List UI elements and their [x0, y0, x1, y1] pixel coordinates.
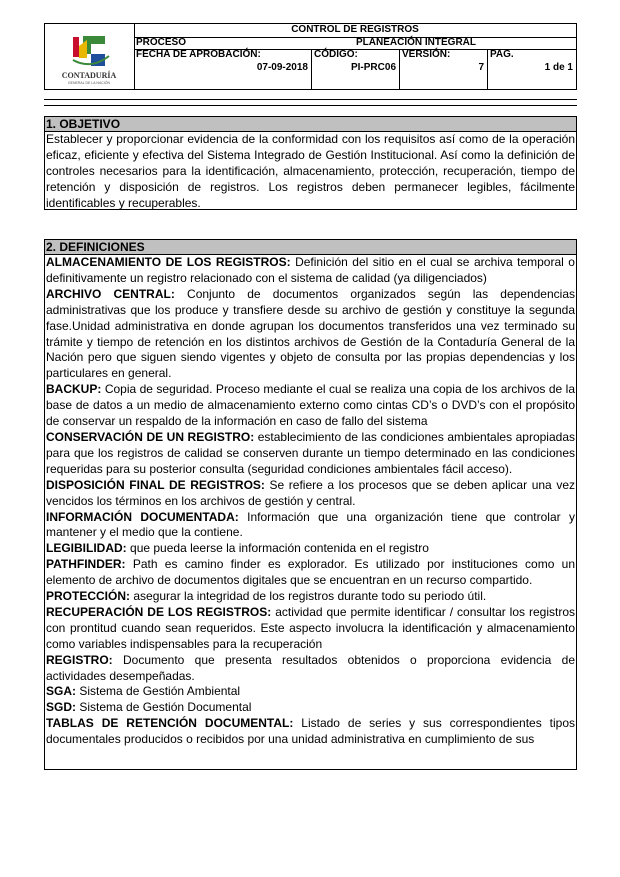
definition-item: [46, 684, 575, 700]
definition-text: asegurar la integridad de los registros durante todo su periodo útil.: [133, 589, 487, 604]
definition-item: [46, 700, 575, 716]
definition-text: Sistema de Gestión Documental: [79, 700, 252, 715]
header-meta-row: [134, 49, 576, 89]
definition-item: [46, 541, 575, 557]
definition-text: Listado de series y sus correspondientes tipos documentales producidos o recibidos por una unidad administrativa en cumplimiento de sus: [46, 716, 575, 747]
definition-text: que pueda leerse la información contenida en el registro: [130, 541, 429, 556]
contaduria-logo: [45, 24, 134, 89]
definition-item: [46, 510, 575, 542]
definition-item: [46, 557, 575, 589]
definition-term: REGISTRO:: [46, 652, 113, 667]
version-label: VERSIÓN:: [402, 49, 451, 60]
definition-text: Información que una organización tiene que controlar y mantener y el medio que la contiene.: [46, 509, 575, 540]
objetivo-text: Establecer y proporcionar evidencia de la conformidad con los requisitos así como de la operación eficaz, eficiente y efectiva del Sistema Integrado de Gestión Institucional. Así como la definición de controles necesarios para la identificación, almacenamiento, protección, recuperación, tiempo de retención y disposición de registros. Los registros deben permanecer legibles, fácilmente identificables y recuperables.: [46, 132, 575, 210]
definition-term: ALMACENAMIENTO DE LOS REGISTROS:: [46, 255, 291, 269]
logo-cell: [45, 24, 135, 89]
definition-item: [46, 478, 575, 510]
logo-subtext: GENERAL DE LA NACIÓN: [67, 81, 111, 85]
pag-value: 1 de 1: [544, 62, 573, 73]
proceso-label-cell: [134, 37, 254, 49]
separator-rule: [44, 105, 577, 106]
fecha-value: 07-09-2018: [256, 62, 308, 73]
codigo-value: PI-PRC06: [350, 62, 396, 73]
definition-text: establecimiento de las condiciones ambientales apropiadas para que los registros de calidad se conserven durante un tiempo determinado en las condiciones requeridas para su posterior consulta (seguridad condiciones ambientales fácil acceso).: [46, 429, 575, 476]
definition-text: Se refiere a los procesos que se deben aplicar una vez vencidos los términos en los archivos de gestión y central.: [46, 477, 575, 508]
separator-rule: [44, 99, 577, 100]
definition-text: Definición del sitio en el cual se archiva temporal o definitivamente un registro relacionado con el sistema de calidad (ya diligenciados): [46, 255, 575, 285]
document-title: CONTROL DE REGISTROS: [291, 24, 419, 35]
pag-label: PAG.: [490, 49, 514, 60]
definition-term: ARCHIVO CENTRAL:: [46, 286, 175, 301]
definition-term: SGD:: [46, 700, 76, 715]
definition-item: [46, 430, 575, 478]
definition-text: Documento que presenta resultados obtenidos o proporciona evidencia de actividades desempeñadas.: [46, 652, 575, 683]
definition-item: [46, 653, 575, 685]
definition-term: TABLAS DE RETENCIÓN DOCUMENTAL:: [46, 716, 294, 731]
pag-cell: [487, 49, 576, 89]
fecha-label: FECHA DE APROBACIÓN:: [136, 49, 261, 60]
proceso-label: PROCESO: [136, 37, 187, 48]
objetivo-title: 1. OBJETIVO: [45, 117, 576, 132]
definition-term: INFORMACIÓN DOCUMENTADA:: [46, 509, 239, 524]
definition-term: CONSERVACIÓN DE UN REGISTRO:: [46, 429, 255, 444]
definiciones-title: 2. DEFINICIONES: [45, 240, 576, 255]
definition-item: [46, 287, 575, 382]
definiciones-list: [45, 255, 576, 748]
version-cell: [399, 49, 487, 89]
codigo-label: CÓDIGO:: [314, 49, 358, 60]
definition-text: Sistema de Gestión Ambiental: [79, 684, 241, 699]
document-header: [44, 23, 577, 90]
definition-item: [46, 716, 575, 748]
version-value: 7: [478, 62, 484, 73]
fecha-cell: [134, 49, 311, 89]
definition-text: Path es camino finder es explorador. Es utilizado por instituciones como un elemento de archivo de documentos digitales que se encuentran en un recurso compartido.: [46, 557, 575, 588]
definition-text: actividad que permite identificar / consultar los registros con prontitud cuando sean requeridos. Este aspecto involucra la identificación y almacenamiento como variables indispensables para la recuperación: [46, 604, 575, 651]
definition-item: [46, 255, 575, 287]
definition-term: LEGIBILIDAD:: [46, 541, 127, 556]
definition-term: DISPOSICIÓN FINAL DE REGISTROS:: [46, 477, 265, 492]
proceso-value-cell: [254, 37, 576, 49]
definition-term: SGA:: [46, 684, 76, 699]
definition-term: RECUPERACIÓN DE LOS REGISTROS:: [46, 604, 272, 619]
objetivo-section: [44, 116, 577, 210]
definition-item: [46, 382, 575, 430]
proceso-value: PLANEACIÓN INTEGRAL: [356, 37, 476, 48]
definition-term: PATHFINDER:: [46, 557, 126, 572]
codigo-cell: [311, 49, 399, 89]
definition-term: PROTECCIÓN:: [46, 589, 130, 604]
definiciones-section: [44, 239, 577, 770]
header-title-row: [134, 24, 576, 38]
logo-text: CONTADURÍA: [61, 71, 117, 80]
definition-term: BACKUP:: [46, 382, 102, 397]
definition-item: [46, 605, 575, 653]
definition-text: Copia de seguridad. Proceso mediante el cual se realiza una copia de los archivos de la base de datos a un medio de almacenamiento externo como cintas CD’s o DVD’s con el propósito de conservar un respaldo de la información en caso de fallo del sistema: [46, 382, 575, 429]
definition-text: Conjunto de documentos organizados según las dependencias administrativas que los produce y transfiere desde su archivo de gestión y constituye la segunda fase.Unidad administrativa en donde agrupan los documentos transferidos una vez terminado su trámite y tiempo de retención en los distintos archivos de Gestión de la Contaduría General de la Nación pero que siguen siendo vigentes y objeto de consulta por las propias dependencias y los particulares en general.: [46, 286, 575, 381]
definition-item: [46, 589, 575, 605]
